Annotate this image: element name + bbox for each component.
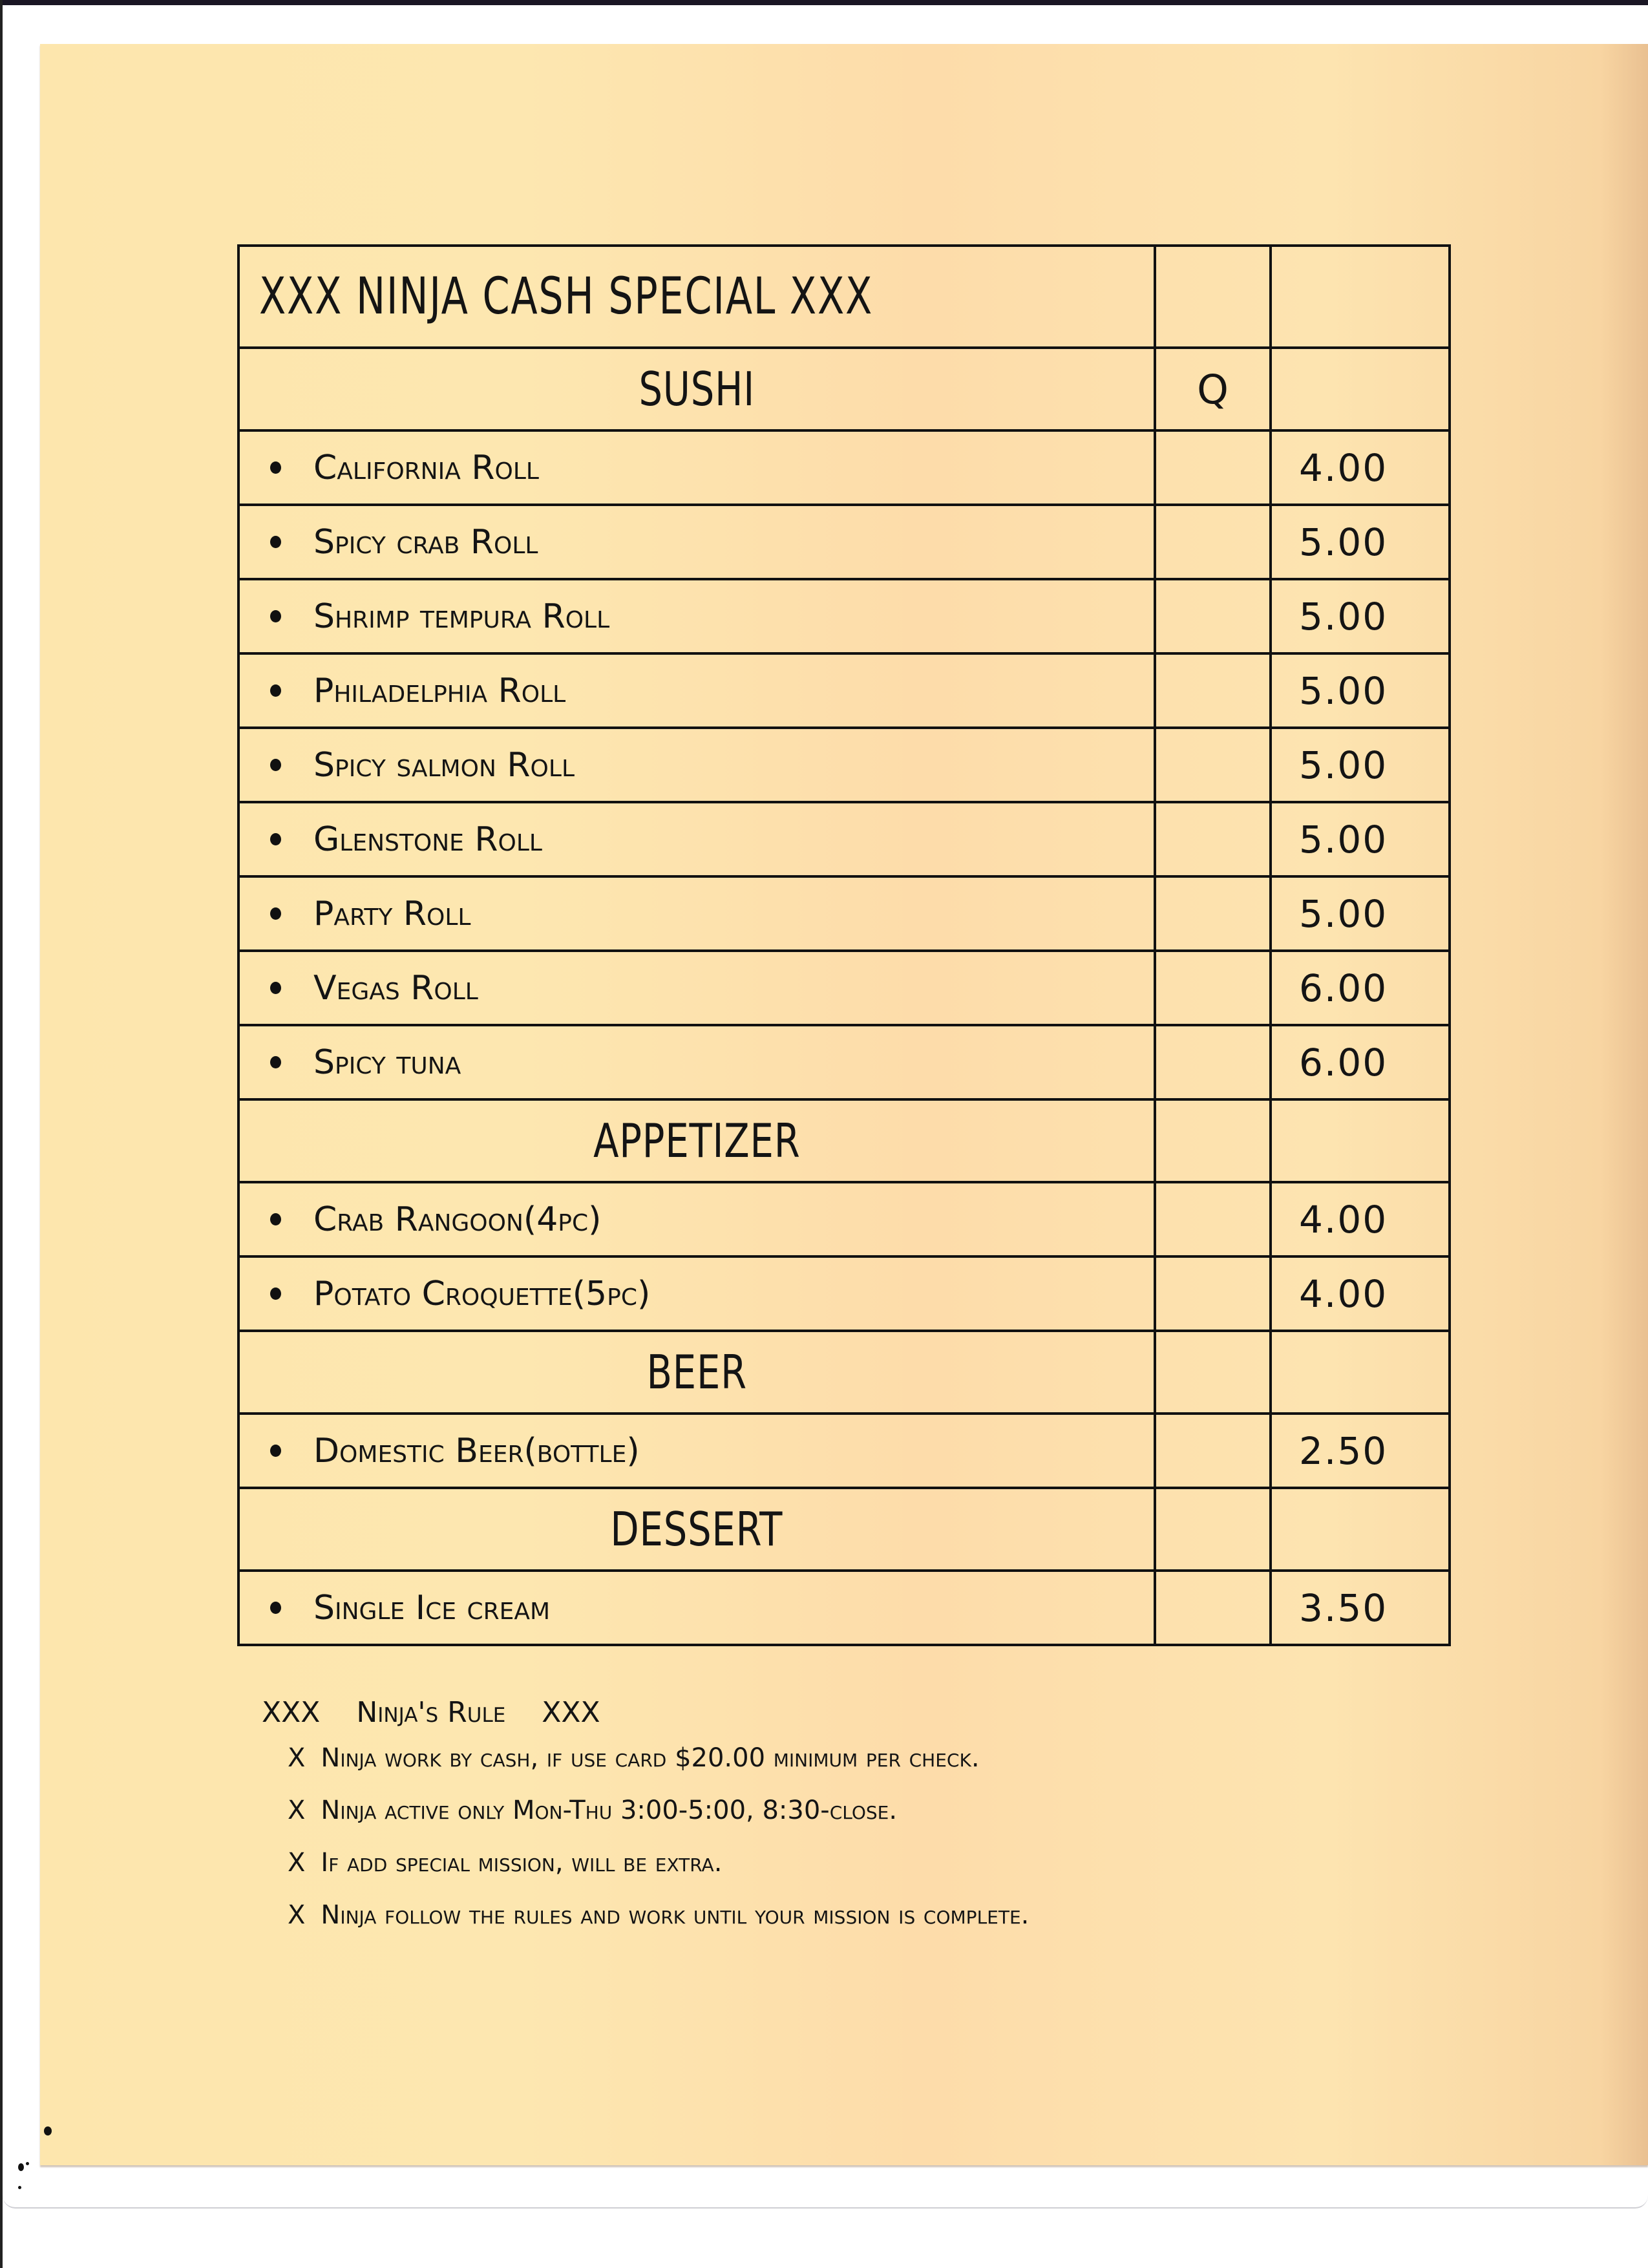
quantity-cell[interactable] bbox=[1155, 728, 1271, 802]
item-price: 5.00 bbox=[1271, 579, 1450, 653]
quantity-cell bbox=[1155, 1488, 1271, 1571]
item-price: 4.00 bbox=[1271, 1182, 1450, 1256]
section-header-sushi bbox=[238, 348, 1450, 430]
bullet-icon bbox=[270, 536, 281, 548]
title-price-cell bbox=[1271, 246, 1450, 348]
quantity-cell[interactable] bbox=[1155, 579, 1271, 653]
bullet-icon bbox=[270, 1602, 281, 1614]
quantity-cell[interactable] bbox=[1155, 1182, 1271, 1256]
menu-item-row bbox=[238, 951, 1450, 1025]
item-name: Shrimp tempura Roll bbox=[313, 597, 610, 636]
menu-item-row bbox=[238, 505, 1450, 579]
section-title: APPETIZER bbox=[238, 1099, 1155, 1182]
menu-item-row bbox=[238, 653, 1450, 728]
scanner-edge-top bbox=[0, 0, 1648, 5]
title-q-cell bbox=[1155, 246, 1271, 348]
quantity-cell[interactable] bbox=[1155, 1025, 1271, 1099]
rule-item bbox=[288, 1837, 1490, 1889]
bullet-icon bbox=[270, 610, 281, 622]
scan-speck bbox=[44, 2126, 52, 2136]
menu-item-row bbox=[238, 802, 1450, 876]
quantity-column-header: Q bbox=[1155, 348, 1271, 430]
item-price: 6.00 bbox=[1271, 951, 1450, 1025]
item-price: 5.00 bbox=[1271, 876, 1450, 951]
menu-item-row bbox=[238, 1025, 1450, 1099]
menu-item-row bbox=[238, 876, 1450, 951]
quantity-cell[interactable] bbox=[1155, 430, 1271, 505]
rule-text: If add special mission, will be extra. bbox=[321, 1848, 723, 1878]
item-name: Potato Croquette(5pc) bbox=[313, 1274, 651, 1313]
scan-speck bbox=[26, 2162, 29, 2165]
rule-text: Ninja active only Mon-Thu 3:00-5:00, 8:30-close. bbox=[321, 1796, 898, 1825]
rule-item bbox=[288, 1785, 1490, 1837]
x-marker-icon: X bbox=[288, 1743, 306, 1773]
menu-item-row bbox=[238, 1256, 1450, 1331]
bullet-icon bbox=[270, 1213, 281, 1225]
scan-speck bbox=[18, 2186, 21, 2189]
item-name: Spicy salmon Roll bbox=[313, 745, 575, 785]
item-price: 5.00 bbox=[1271, 728, 1450, 802]
item-price: 6.00 bbox=[1271, 1025, 1450, 1099]
menu-item-row bbox=[238, 1571, 1450, 1645]
menu-item-row bbox=[238, 1182, 1450, 1256]
quantity-cell bbox=[1155, 1099, 1271, 1182]
bullet-icon bbox=[270, 1445, 281, 1457]
item-name: California Roll bbox=[313, 448, 539, 487]
item-name: Vegas Roll bbox=[313, 968, 478, 1008]
quantity-cell[interactable] bbox=[1155, 1571, 1271, 1645]
item-price: 4.00 bbox=[1271, 430, 1450, 505]
item-name: Glenstone Roll bbox=[313, 820, 542, 859]
price-cell-empty bbox=[1271, 1331, 1450, 1414]
price-column-header bbox=[1271, 348, 1450, 430]
menu-item-row bbox=[238, 1414, 1450, 1488]
quantity-cell[interactable] bbox=[1155, 653, 1271, 728]
menu-item-row bbox=[238, 579, 1450, 653]
section-title: SUSHI bbox=[238, 348, 1155, 430]
bullet-icon bbox=[270, 907, 281, 920]
price-cell-empty bbox=[1271, 1488, 1450, 1571]
item-name: Single Ice cream bbox=[313, 1588, 551, 1627]
bullet-icon bbox=[270, 461, 281, 474]
rule-item bbox=[288, 1889, 1490, 1942]
bullet-icon bbox=[270, 833, 281, 845]
item-price: 3.50 bbox=[1271, 1571, 1450, 1645]
bullet-icon bbox=[270, 759, 281, 771]
item-name: Philadelphia Roll bbox=[313, 671, 566, 710]
item-price: 5.00 bbox=[1271, 653, 1450, 728]
quantity-cell[interactable] bbox=[1155, 802, 1271, 876]
section-header-dessert bbox=[238, 1488, 1450, 1571]
section-title: BEER bbox=[238, 1331, 1155, 1414]
quantity-cell[interactable] bbox=[1155, 505, 1271, 579]
rule-text: Ninja work by cash, if use card $20.00 minimum per check. bbox=[321, 1743, 980, 1773]
item-name: Party Roll bbox=[313, 894, 471, 933]
rule-text: Ninja follow the rules and work until your mission is complete. bbox=[321, 1900, 1030, 1930]
rules-title: XXX Ninja's Rule XXX bbox=[262, 1696, 600, 1729]
menu-item-row bbox=[238, 430, 1450, 505]
bullet-icon bbox=[270, 684, 281, 697]
bullet-icon bbox=[270, 1288, 281, 1300]
item-name: Domestic Beer(bottle) bbox=[313, 1431, 640, 1470]
item-price: 4.00 bbox=[1271, 1256, 1450, 1331]
section-title: DESSERT bbox=[238, 1488, 1155, 1571]
menu-item-row bbox=[238, 728, 1450, 802]
item-price: 2.50 bbox=[1271, 1414, 1450, 1488]
item-price: 5.00 bbox=[1271, 505, 1450, 579]
item-name: Spicy crab Roll bbox=[313, 522, 538, 562]
x-marker-icon: X bbox=[288, 1848, 306, 1878]
menu-table bbox=[237, 244, 1451, 1646]
ninja-rules-section bbox=[262, 1693, 1490, 1942]
quantity-cell[interactable] bbox=[1155, 876, 1271, 951]
quantity-cell bbox=[1155, 1331, 1271, 1414]
quantity-cell[interactable] bbox=[1155, 1414, 1271, 1488]
item-name: Crab Rangoon(4pc) bbox=[313, 1200, 602, 1239]
scan-speck bbox=[18, 2163, 24, 2171]
price-cell-empty bbox=[1271, 1099, 1450, 1182]
quantity-cell[interactable] bbox=[1155, 951, 1271, 1025]
quantity-cell[interactable] bbox=[1155, 1256, 1271, 1331]
bullet-icon bbox=[270, 982, 281, 994]
menu-title: XXX NINJA CASH SPECIAL XXX bbox=[238, 246, 1155, 348]
menu-title-row bbox=[238, 246, 1450, 348]
bullet-icon bbox=[270, 1056, 281, 1068]
x-marker-icon: X bbox=[288, 1796, 306, 1825]
rule-item bbox=[288, 1732, 1490, 1785]
item-price: 5.00 bbox=[1271, 802, 1450, 876]
section-header-appetizer bbox=[238, 1099, 1450, 1182]
section-header-beer bbox=[238, 1331, 1450, 1414]
x-marker-icon: X bbox=[288, 1900, 306, 1930]
item-name: Spicy tuna bbox=[313, 1043, 461, 1082]
